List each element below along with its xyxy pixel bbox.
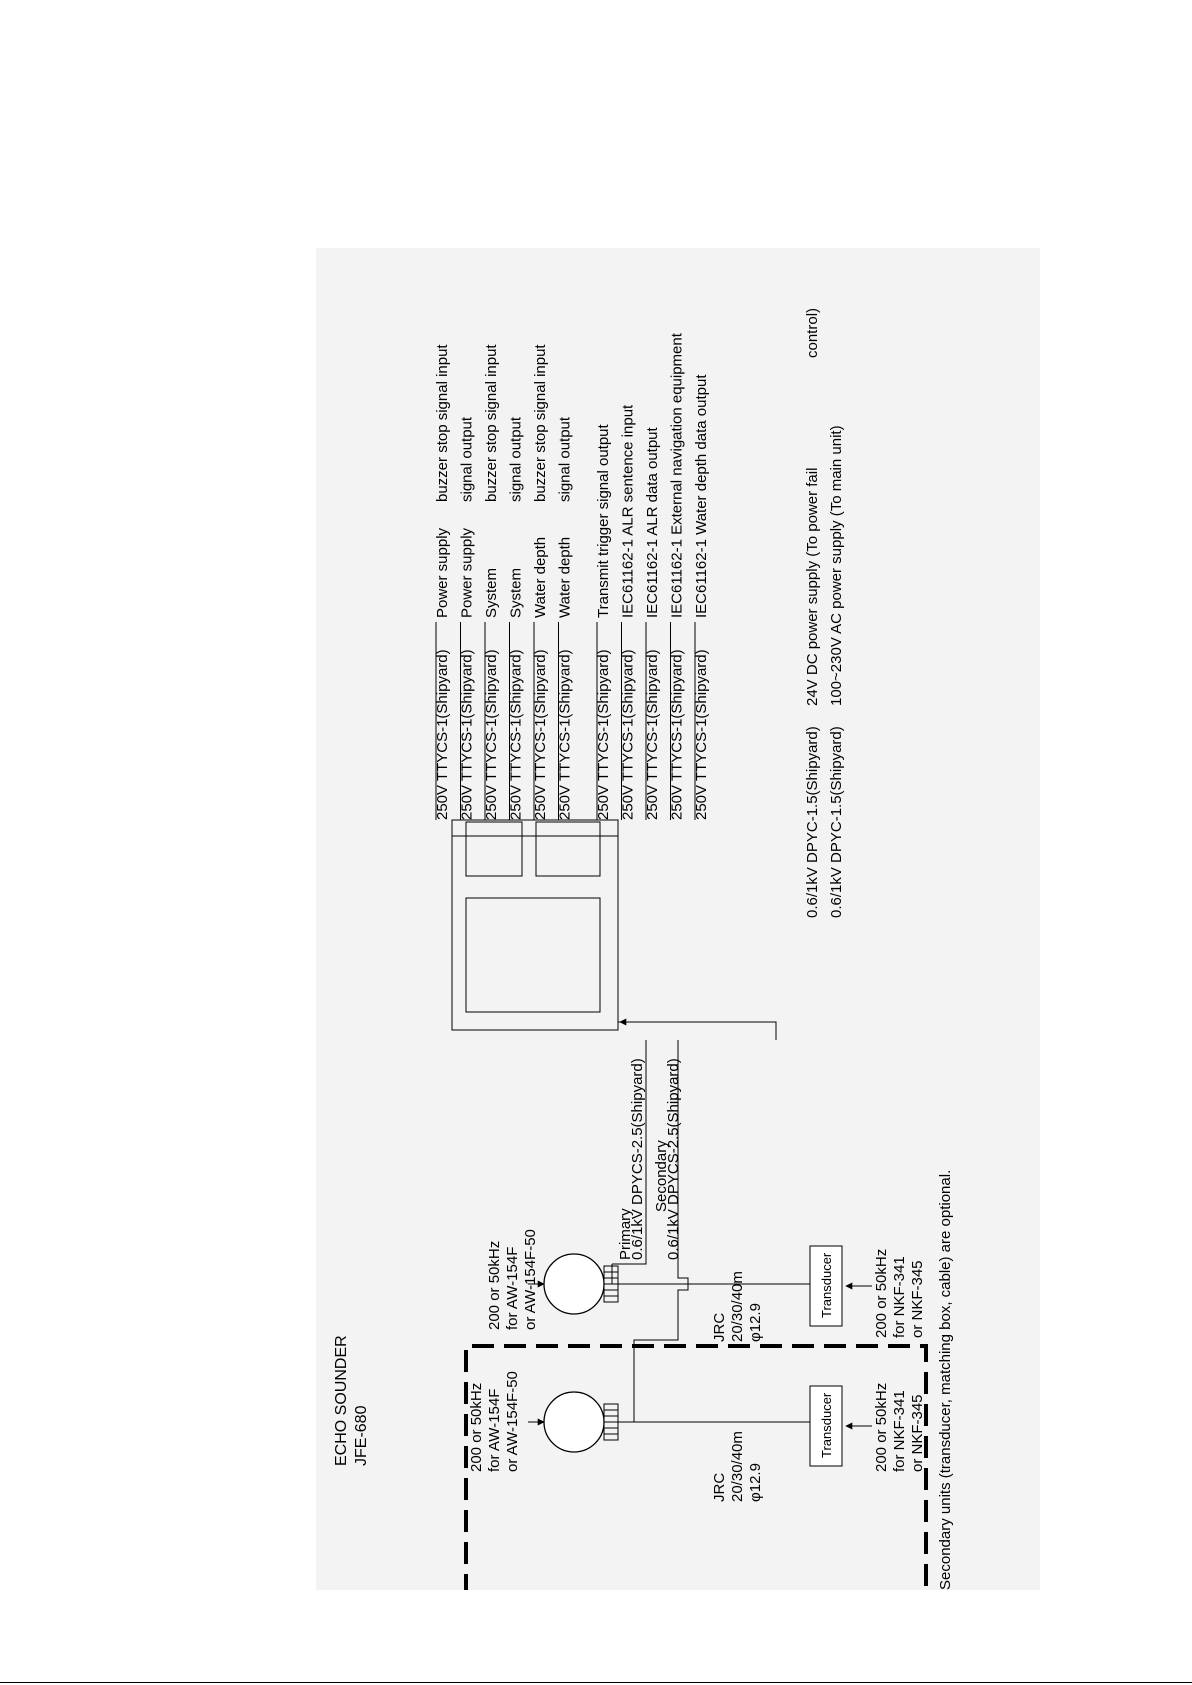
secondary-transducer-spec-1: 200 or 50kHz <box>873 1382 890 1472</box>
primary-transducer-spec-2: for NKF-341 <box>891 1256 908 1338</box>
power-desc-1: 24V DC power supply (To power fail <box>804 467 821 706</box>
primary-transducer <box>810 1246 872 1326</box>
jrc-primary-2: 20/30/40m <box>729 1271 746 1342</box>
primary-cable-spec: 0.6/1kV DPYCS-2.5(Shipyard) <box>629 1058 646 1260</box>
signal-desc-10: IEC61162-1 External navigation equipment <box>668 333 686 618</box>
main-unit <box>452 822 618 1030</box>
secondary-box-spec-2: for AW-154F <box>486 1388 503 1472</box>
power-cable-2: 0.6/1kV DPYC-1.5(Shipyard) <box>828 726 845 918</box>
signal-cable-5: 250V TTYCS-1(Shipyard) <box>532 649 549 820</box>
signal-cable-4: 250V TTYCS-1(Shipyard) <box>507 649 525 820</box>
signal-tail-2: signal output <box>458 416 476 502</box>
primary-box-spec-2: for AW-154F <box>504 1246 521 1330</box>
signal-desc-2: Power supply <box>458 527 476 618</box>
secondary-cable-label: Secondary <box>653 1140 670 1212</box>
power-labels <box>804 308 845 918</box>
signal-desc-5: Water depth <box>532 536 549 618</box>
power-tail-1: control) <box>804 307 821 358</box>
secondary-box-spec-3: or AW-154F-50 <box>504 1371 521 1472</box>
signal-cable-11: 250V TTYCS-1(Shipyard) <box>693 649 710 820</box>
secondary-transducer-spec-3: or NKF-345 <box>909 1394 926 1472</box>
signal-desc-9: IEC61162-1 ALR data output <box>644 427 661 618</box>
signal-cable-1: 250V TTYCS-1(Shipyard) <box>434 649 451 820</box>
signal-desc-11: IEC61162-1 Water depth data output <box>693 374 710 618</box>
signal-cable-9: 250V TTYCS-1(Shipyard) <box>644 649 661 820</box>
secondary-box-spec-1: 200 or 50kHz <box>468 1382 485 1472</box>
signal-cable-8: 250V TTYCS-1(Shipyard) <box>619 649 637 820</box>
dc-power-line <box>618 1022 776 1040</box>
power-cable-1: 0.6/1kV DPYC-1.5(Shipyard) <box>804 726 821 918</box>
primary-cable-label: Primary <box>617 1208 634 1260</box>
wiring-diagram <box>316 248 1040 1590</box>
signal-tail-1: buzzer stop signal input <box>434 344 451 502</box>
signal-desc-8: IEC61162-1 ALR sentence input <box>619 404 637 618</box>
signal-labels <box>434 332 710 820</box>
page-bottom-rule <box>0 1682 1192 1683</box>
signal-tail-6: signal output <box>556 416 574 502</box>
signal-desc-1: Power supply <box>434 527 451 618</box>
signal-tail-5: buzzer stop signal input <box>532 344 549 502</box>
secondary-transducer <box>810 1386 872 1466</box>
optional-units-box <box>466 1346 926 1590</box>
secondary-matching-box <box>528 1392 618 1452</box>
power-desc-2: 100~230V AC power supply (To main unit) <box>828 425 845 706</box>
primary-transducer-spec-3: or NKF-345 <box>909 1260 926 1338</box>
title-line-2: JFE-680 <box>353 1405 370 1466</box>
signal-cable-6: 250V TTYCS-1(Shipyard) <box>556 649 574 820</box>
secondary-transducer-spec-2: for NKF-341 <box>891 1390 908 1472</box>
primary-matching-box <box>528 1254 618 1314</box>
secondary-transducer-label: Transducer <box>819 1392 834 1458</box>
signal-cable-3: 250V TTYCS-1(Shipyard) <box>483 649 500 820</box>
primary-transducer-spec-1: 200 or 50kHz <box>873 1248 890 1338</box>
jrc-primary-3: φ12.9 <box>747 1303 764 1342</box>
primary-box-spec-1: 200 or 50kHz <box>486 1240 503 1330</box>
signal-desc-7: Transmit trigger signal output <box>595 424 612 618</box>
primary-box-spec-3: or AW-154F-50 <box>522 1229 539 1330</box>
jrc-secondary-1: JRC <box>711 1472 728 1502</box>
jrc-secondary-2: 20/30/40m <box>729 1431 746 1502</box>
signal-desc-4: System <box>507 567 525 618</box>
signal-desc-3: System <box>483 567 500 618</box>
jrc-primary-1: JRC <box>711 1312 728 1342</box>
jrc-secondary-3: φ12.9 <box>747 1463 764 1502</box>
footnote: Secondary units (transducer, matching box, cable) are optional. <box>937 1169 954 1590</box>
primary-transducer-label: Transducer <box>819 1252 834 1318</box>
secondary-cable-spec: 0.6/1kV DPYCS-2.5(Shipyard) <box>665 1058 682 1260</box>
signal-cable-10: 250V TTYCS-1(Shipyard) <box>668 649 686 820</box>
signal-tail-3: buzzer stop signal input <box>483 344 500 502</box>
title-line-1: ECHO SOUNDER <box>333 1335 350 1466</box>
signal-cable-7: 250V TTYCS-1(Shipyard) <box>595 649 612 820</box>
signal-desc-6: Water depth <box>556 536 574 618</box>
signal-tail-4: signal output <box>507 416 525 502</box>
signal-cable-2: 250V TTYCS-1(Shipyard) <box>458 649 476 820</box>
